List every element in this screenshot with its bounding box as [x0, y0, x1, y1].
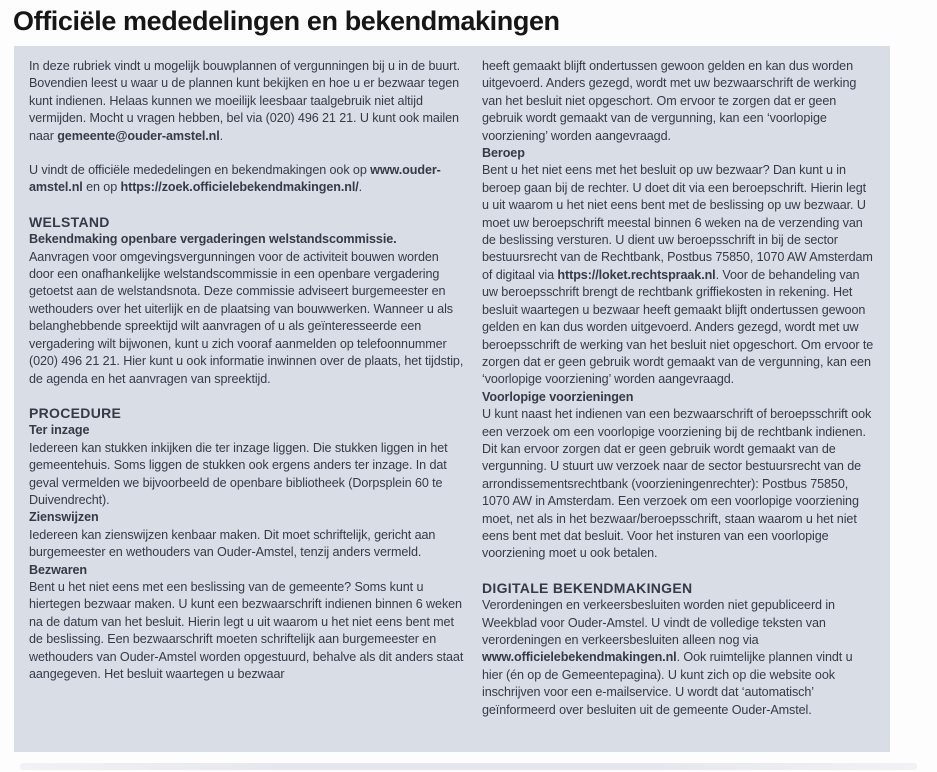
heading-welstand [29, 214, 466, 231]
text-run: en op [82, 180, 121, 195]
text-run: Ter inzage [29, 423, 90, 438]
text-run: heeft gemaakt blijft ondertussen gewoon gelden en kan dus worden uitgevoerd. Anders gezegd, wordt met uw bezwaarschrift de werking van het besluit niet opgeschort. Om ervoor te zorgen dat er geen gebruik wordt gemaakt van de vergunning, kan een ‘voorlopige voorziening’ worden aangevraagd. [482, 59, 857, 143]
page-title: Officiële mededelingen en bekendmakingen [13, 6, 560, 36]
url-loket-rechtspraak: https://loket.rechtspraak.nl [557, 267, 716, 282]
text-run: Bent u het niet eens met het besluit op uw bezwaar? Dan kunt u in beroep gaan bij de rechter. U doet dit via een beroepschrift. Hierin legt u uit waarom u het niet eens bent met de beslissing op uw bezwaar. U moet uw beroepschrift meestal binnen 6 weken na de verzending van de beslissing versturen. U dient uw beroepsschrift in bij de sector bestuursrecht van de Rechtbank, Postbus 75850, 1070 AW Amsterdam of digitaal via [482, 163, 873, 282]
text-run: DIGITALE BEKENDMAKINGEN [482, 579, 693, 596]
subheading-bezwaren [29, 562, 466, 579]
subheading-beroep [482, 145, 875, 162]
heading-digitale-bekendmakingen [482, 580, 875, 597]
text-run: . Ook ruimtelijke plannen vindt u hier (én op de Gemeentepagina). U kunt zich op die website ook inschrijven voor een e-mailservice. U wordt dat ‘automatisch’ geïnformeerd over besluiten uit de gemeente Ouder-Amstel. [482, 650, 853, 717]
text-run: . [219, 128, 224, 143]
text-run: Aanvragen voor omgevingsvergunningen voor de activiteit bouwen worden door een onafhankelijke welstandscommissie in een openbare vergadering getoetst aan de welstandsnota. Deze commissie adviseert burgemeester en wethouders over het uiterlijk en de plaatsing van bouwwerken. Wanneer u als belanghebbende spreektijd wilt aanvragen of u als geïnteresseerde een vergadering wilt bijwonen, kunt u zich vooraf aanmelden op telefoonnummer (020) 496 21 21. Hier kunt u ook informatie inwinnen over de plaats, het tijdstip, de agenda en het aanvragen van spreektijd. [29, 249, 464, 386]
text-run: Iedereen kan stukken inkijken die ter inzage liggen. Die stukken liggen in het gemeentehuis. Soms liggen de stukken ook ergens anders ter inzage. In dat geval vermelden we bijvoorbeeld de openbare bibliotheek (Dorpsplein 60 te Duivendrecht). [29, 440, 448, 507]
intro-paragraph [29, 58, 466, 145]
text-run: Bezwaren [29, 562, 87, 577]
subheading-bekendmaking-welstandscommissie [29, 231, 466, 248]
url-zoek-officielebekendmakingen: https://zoek.officielebekendmakingen.nl/ [120, 180, 359, 195]
text-run: In deze rubriek vindt u mogelijk bouwplannen of vergunningen bij u in de buurt. Bovendien leest u waar u de plannen kunt bekijken en hoe u er bezwaar tegen kunt indienen. Helaas kunnen we moeilijk leesbaar taalgebruik niet altijd vermijden. Mocht u vragen hebben, bel via (020) 496 21 21. U kunt ook mailen naar [29, 59, 461, 143]
bezwaren-continued-paragraph [482, 58, 875, 145]
text-run: WELSTAND [29, 213, 110, 230]
announcements-panel [14, 46, 890, 752]
text-run: U kunt naast het indienen van een bezwaarschrift of beroepsschrift ook een verzoek om een voorlopige voorziening bij de rechtbank indienen. Dit kan ervoor zorgen dat er geen gebruik wordt gemaakt van de vergunning. U stuurt uw verzoek naar de sector bestuursrecht van de arrondissementsrechtbank (voorzieningenrechter): Postbus 75850, 1070 AW in Amsterdam. Een verzoek om een voorlopige voorziening moet, net als in het bezwaar/beroepsschrift, staan waarom u het niet eens bent met dat besluit. Voor het insturen van een voorlopige voorziening moet u ook betalen. [482, 407, 872, 561]
left-column [29, 58, 466, 740]
text-run: Bent u het niet eens met een beslissing van de gemeente? Soms kunt u hiertegen bezwaar maken. U kunt een bezwaarschrift indienen binnen 6 weken na de datum van het besluit. Hierin legt u uit waarom u het niet eens bent met de beslissing. Een bezwaarschrift moeten schriftelijk aan burgemeester en wethouders van Ouder-Amstel worden opgestuurd, behalve als dit anders staat aangegeven. Het besluit waartegen u bezwaar [29, 579, 464, 681]
ter-inzage-paragraph [29, 440, 466, 510]
text-run: . Voor de behandeling van uw beroepsschrift brengt de rechtbank griffiekosten in rekening. Het besluit waartegen u bezwaar heeft gemaakt blijft ondertussen gewoon gelden en kan dus worden uitgevoerd. Anders gezegd, wordt met uw beroepsschrift de werking van het besluit niet opgeschort. Om ervoor te zorgen dat er geen gebruik wordt gemaakt van de vergunning, kan een ‘voorlopige voorziening’ worden aangevraagd. [482, 267, 874, 387]
text-run: . [358, 180, 363, 195]
email-gemeente: gemeente@ouder-amstel.nl [57, 128, 220, 143]
subheading-ter-inzage [29, 422, 466, 439]
heading-procedure [29, 405, 466, 422]
text-run: Voorlopige voorzieningen [482, 389, 634, 404]
bezwaren-paragraph [29, 579, 466, 683]
digitale-bekendmakingen-paragraph [482, 597, 875, 719]
text-run: Iedereen kan zienswijzen kenbaar maken. Dit moet schriftelijk, gericht aan burgemeester en wethouders van Ouder-Amstel, tenzij anders vermeld. [29, 527, 436, 560]
zienswijzen-paragraph [29, 527, 466, 562]
right-column [482, 58, 875, 740]
welstand-paragraph [29, 249, 466, 388]
url-ouder-amstel: www.ouder-amstel.nl [29, 163, 441, 195]
text-run: U vindt de officiële mededelingen en bekendmakingen ook op [29, 163, 371, 178]
page-bottom-edge-artifact [20, 763, 917, 770]
text-run: Bekendmaking openbare vergaderingen welstandscommissie. [29, 232, 397, 247]
subheading-voorlopige-voorzieningen [482, 389, 875, 406]
voorlopige-voorzieningen-paragraph [482, 406, 875, 563]
text-run: PROCEDURE [29, 404, 122, 421]
beroep-paragraph [482, 162, 875, 388]
subheading-zienswijzen [29, 509, 466, 526]
url-officielebekendmakingen: www.officielebekendmakingen.nl [482, 650, 677, 665]
text-run: Beroep [482, 146, 525, 161]
text-run: Verordeningen en verkeersbesluiten worden niet gepubliceerd in Weekblad voor Ouder-Amstel. U vindt de volledige teksten van verordeningen en verkeersbesluiten alleen nog via [482, 598, 835, 647]
text-run: Zienswijzen [29, 510, 99, 525]
online-links-paragraph [29, 162, 466, 197]
